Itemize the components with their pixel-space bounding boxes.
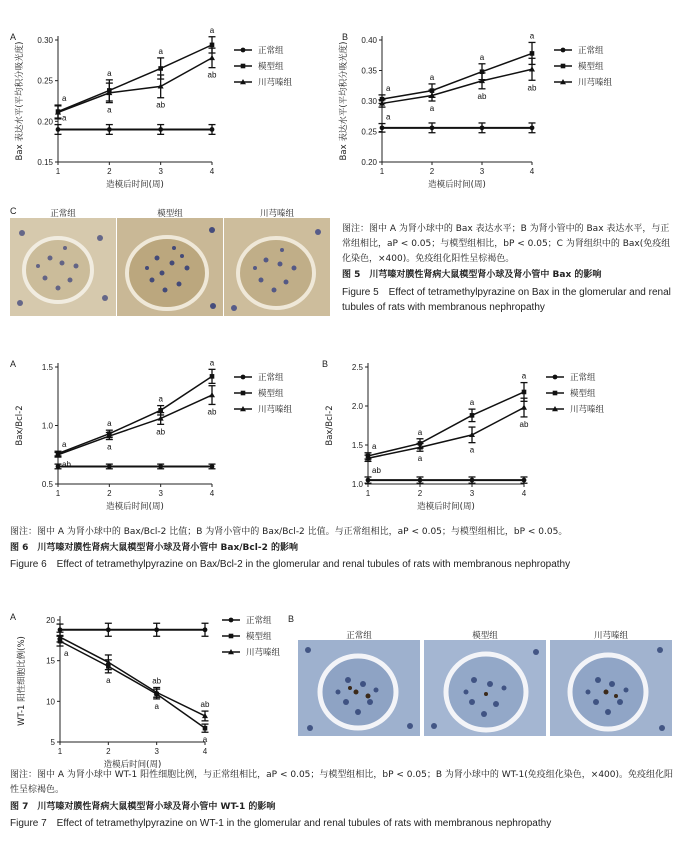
x-tick-label: 2 xyxy=(417,489,423,498)
x-tick-label: 1 xyxy=(57,747,63,756)
legend-label: 模型组 xyxy=(246,632,272,642)
x-tick-label: 4 xyxy=(209,489,215,498)
legend-marker xyxy=(229,618,234,623)
fig7A-y-axis-label: WT-1 阳性细胞比例(%) xyxy=(17,636,27,726)
data-point xyxy=(529,66,535,71)
data-point xyxy=(430,125,435,130)
fig6B-y-axis-label: Bax/Bcl-2 xyxy=(325,405,335,446)
series-line xyxy=(382,69,532,103)
y-tick-label: 1.0 xyxy=(41,421,53,431)
data-point xyxy=(106,627,111,632)
x-tick-label: 2 xyxy=(107,167,112,176)
micrograph-model-image xyxy=(117,218,223,316)
series-line xyxy=(58,395,212,455)
significance-label: a xyxy=(417,454,423,464)
data-point xyxy=(158,66,163,71)
significance-label: a xyxy=(107,419,112,429)
series-line xyxy=(368,392,524,456)
fig5A-legend xyxy=(234,45,293,88)
series-normal xyxy=(379,113,536,133)
series-tmp xyxy=(55,48,217,119)
micrograph-tmp xyxy=(224,218,330,316)
legend-label: 正常组 xyxy=(578,46,604,56)
data-point xyxy=(56,464,61,469)
significance-label: a xyxy=(529,31,535,41)
series-tmp xyxy=(57,632,210,721)
fig5-title-cn: 图 5 川芎嗪对膜性肾病大鼠模型肾小球及肾小管中 Bax 的影响 xyxy=(342,270,602,280)
fig5B-panel-letter: B xyxy=(342,32,349,42)
data-point xyxy=(521,405,527,410)
series-model xyxy=(55,358,216,456)
chart-fig6B xyxy=(312,355,672,520)
significance-label: a xyxy=(107,442,112,452)
micrograph-wt1-model-image xyxy=(424,640,546,736)
legend-label: 川芎嗪组 xyxy=(578,78,613,88)
micrograph-model xyxy=(117,218,223,316)
significance-label: a xyxy=(386,83,391,93)
series-line xyxy=(382,53,532,99)
y-tick-label: 0.40 xyxy=(361,36,377,45)
significance-label: a xyxy=(106,675,111,685)
legend-label: 川芎嗪组 xyxy=(246,648,281,658)
y-tick-label: 1.0 xyxy=(351,480,363,489)
y-tick-label: 0.30 xyxy=(361,97,377,106)
significance-label: a xyxy=(469,445,475,455)
data-point xyxy=(158,127,163,132)
series-tmp xyxy=(55,386,217,469)
x-tick-label: 4 xyxy=(209,167,215,176)
fig5A-panel-letter: A xyxy=(10,32,17,42)
panel-letter-fig5C: C xyxy=(10,206,17,216)
data-point xyxy=(366,478,371,483)
series-model xyxy=(365,372,528,459)
legend-label: 模型组 xyxy=(258,389,284,399)
legend-label: 正常组 xyxy=(258,373,284,383)
legend-label: 川芎嗪组 xyxy=(258,78,293,88)
legend-label: 川芎嗪组 xyxy=(570,405,605,415)
data-point xyxy=(107,464,112,469)
legend-marker xyxy=(241,48,246,53)
significance-label: a xyxy=(372,441,377,451)
micrograph-label-model: 模型组 xyxy=(157,209,183,219)
legend-marker xyxy=(561,64,566,69)
chart-fig5A xyxy=(0,25,330,198)
fig5A-svg xyxy=(0,25,330,198)
series-model xyxy=(57,636,209,744)
data-point xyxy=(522,390,527,395)
data-point xyxy=(470,478,475,483)
y-tick-label: 1.5 xyxy=(41,363,53,372)
y-tick-label: 2.5 xyxy=(351,363,363,372)
significance-label: a xyxy=(62,440,67,450)
data-point xyxy=(209,55,215,60)
y-tick-label: 0.30 xyxy=(37,36,53,45)
micrograph-wt1-model xyxy=(424,640,546,736)
series-model xyxy=(379,31,536,103)
fig6-caption: 图注：图中 A 为肾小球中的 Bax/Bcl-2 比值；B 为肾小管中的 Bax/Bcl-2 比值。与正常组相比，aP < 0.05；与模型组相比，bP < 0.05。 xyxy=(10,527,568,537)
significance-label: a xyxy=(429,72,435,82)
legend-label: 川芎嗪组 xyxy=(258,405,293,415)
fig5A-x-axis-label: 造模后时间(周) xyxy=(106,180,164,190)
y-tick-label: 5 xyxy=(50,738,55,747)
data-point xyxy=(203,726,208,731)
fig7-title-cn: 图 7 川芎嗪对膜性肾病大鼠模型肾小球及肾小管中 WT-1 的影响 xyxy=(10,802,276,812)
significance-label: a xyxy=(107,105,112,115)
legend-label: 模型组 xyxy=(570,389,596,399)
data-point xyxy=(522,478,527,483)
x-tick-label: 4 xyxy=(529,167,535,176)
micrograph-normal xyxy=(10,218,116,316)
legend-marker xyxy=(241,64,246,69)
significance-label: ab xyxy=(152,676,162,686)
micrograph-tmp-image xyxy=(224,218,330,316)
significance-label: a xyxy=(158,394,163,404)
x-tick-label: 1 xyxy=(55,489,61,498)
micrograph-label-tmp: 川芎嗪组 xyxy=(259,209,294,219)
significance-label: ab xyxy=(527,83,537,93)
fig6B-legend xyxy=(546,372,605,415)
significance-label: a xyxy=(62,94,67,104)
data-point xyxy=(56,127,61,132)
data-point xyxy=(530,125,535,130)
data-point xyxy=(154,627,159,632)
legend-label: 正常组 xyxy=(570,373,596,383)
fig7A-panel-letter: A xyxy=(10,612,17,622)
legend-marker xyxy=(229,634,234,639)
fig6-title-cn: 图 6 川芎嗪对膜性肾病大鼠模型肾小球及肾小管中 Bax/Bcl-2 的影响 xyxy=(10,543,298,553)
series-tmp xyxy=(365,398,529,463)
micrograph-wt1-tmp xyxy=(550,640,672,736)
fig5B-legend xyxy=(554,45,613,88)
y-tick-label: 15 xyxy=(46,656,55,666)
legend-marker xyxy=(561,48,566,53)
legend-label: 正常组 xyxy=(246,616,272,626)
x-tick-label: 1 xyxy=(379,167,385,176)
y-tick-label: 0.5 xyxy=(41,480,53,489)
fig6A-svg xyxy=(0,355,330,520)
fig5B-x-axis-label: 造模后时间(周) xyxy=(428,180,486,190)
fig7-caption: 图注：图中 A 为肾小球中 WT-1 阳性细胞比例，与正常组相比，aP < 0.05；与模型组相比，bP < 0.05；B 为肾小球中的 WT-1(免疫组化染色，×400)。免疫组化阳性呈棕褐色。 xyxy=(10,770,674,795)
significance-label: ab xyxy=(519,419,529,429)
micrograph-wt1-label-normal: 正常组 xyxy=(346,631,372,641)
significance-label: a xyxy=(202,735,208,745)
data-point xyxy=(203,627,208,632)
x-tick-label: 3 xyxy=(479,167,485,176)
significance-label: a xyxy=(209,25,215,35)
fig5B-y-axis-label: Bax 表达水平(平均积分吸光度) xyxy=(339,41,349,161)
fig6A-panel-letter: A xyxy=(10,359,17,369)
significance-label: a xyxy=(209,358,215,368)
legend-label: 模型组 xyxy=(578,62,604,72)
series-line xyxy=(58,45,212,112)
series-tmp xyxy=(379,58,537,113)
x-tick-label: 2 xyxy=(106,747,111,756)
significance-label: a xyxy=(154,701,159,711)
x-tick-label: 2 xyxy=(107,489,112,498)
fig6-title-en: Figure 6 Effect of tetramethylpyrazine on Bax/Bcl-2 in the glomerular and renal tubules of rats with membranous nephropathy xyxy=(10,559,571,570)
data-point xyxy=(210,464,215,469)
significance-label: ab xyxy=(207,70,217,80)
significance-label: ab xyxy=(477,91,487,101)
legend-marker xyxy=(553,375,558,380)
x-tick-label: 3 xyxy=(158,167,163,176)
y-tick-label: 20 xyxy=(46,616,55,625)
x-tick-label: 3 xyxy=(469,489,475,498)
x-tick-label: 3 xyxy=(154,747,159,756)
legend-marker xyxy=(241,375,246,380)
significance-label: a xyxy=(62,113,67,123)
x-tick-label: 2 xyxy=(429,167,435,176)
fig5-caption: 图注：图中 A 为肾小球中的 Bax 表达水平；B 为肾小管中的 Bax 表达水平，与正常组相比，aP < 0.05；与模型组相比，bP < 0.05；C 为肾组织中的 Bax(免疫组化染色，×400)。免疫组化阳性呈棕褐色。 xyxy=(342,224,671,264)
data-point xyxy=(107,127,112,132)
micrograph-wt1-tmp-image xyxy=(550,640,672,736)
x-tick-label: 1 xyxy=(365,489,371,498)
significance-label: a xyxy=(386,112,391,122)
fig5-micrograph-row xyxy=(10,209,330,316)
micrograph-wt1-label-model: 模型组 xyxy=(472,631,498,641)
fig5B-svg xyxy=(332,28,672,198)
fig6B-svg xyxy=(312,355,672,520)
series-normal xyxy=(57,623,209,636)
significance-label: a xyxy=(107,68,112,78)
data-point xyxy=(530,51,535,56)
y-tick-label: 0.20 xyxy=(361,158,377,167)
fig6B-x-axis-label: 造模后时间(周) xyxy=(417,502,475,512)
x-tick-label: 4 xyxy=(202,747,208,756)
fig6A-y-axis-label: Bax/Bcl-2 xyxy=(15,405,25,446)
series-normal xyxy=(55,464,216,469)
fig7A-svg xyxy=(0,608,290,770)
significance-label: ab xyxy=(156,100,166,110)
micrograph-normal-image xyxy=(10,218,116,316)
legend-label: 模型组 xyxy=(258,62,284,72)
data-point xyxy=(210,374,215,379)
legend-marker xyxy=(553,391,558,396)
fig7A-x-axis-label: 造模后时间(周) xyxy=(103,760,162,770)
data-point xyxy=(470,413,475,418)
y-tick-label: 10 xyxy=(46,697,55,707)
significance-label: a xyxy=(429,104,435,113)
series-normal xyxy=(55,114,216,135)
x-tick-label: 4 xyxy=(521,489,527,498)
significance-label: ab xyxy=(207,407,217,417)
fig7-title-en: Figure 7 Effect of tetramethylpyrazine on WT-1 in the glomerular and renal tubules of rats with membranous nephropathy xyxy=(10,818,552,829)
significance-label: a xyxy=(479,52,485,62)
series-line xyxy=(60,641,205,728)
y-tick-label: 0.20 xyxy=(37,117,53,127)
chart-fig6A xyxy=(0,355,330,520)
data-point xyxy=(480,125,485,130)
data-point xyxy=(418,478,423,483)
micrograph-wt1-normal-image xyxy=(298,640,420,736)
fig7A-legend xyxy=(222,615,281,658)
significance-label: ab xyxy=(62,460,71,470)
y-tick-label: 0.35 xyxy=(361,66,377,76)
series-normal xyxy=(365,466,528,483)
significance-label: a xyxy=(521,371,527,381)
data-point xyxy=(210,43,215,48)
significance-label: a xyxy=(469,398,475,408)
y-tick-label: 2.0 xyxy=(351,402,363,411)
micrograph-wt1-label-tmp: 川芎嗪组 xyxy=(593,631,628,641)
x-tick-label: 1 xyxy=(55,167,61,176)
y-tick-label: 0.25 xyxy=(361,127,377,137)
fig5-title-en: Figure 5 Effect of tetramethylpyrazine on Bax in the glomerular and renal tubules of rats with membranous nephropathy xyxy=(342,287,671,313)
y-tick-label: 0.25 xyxy=(37,76,53,86)
fig6B-panel-letter: B xyxy=(322,359,329,369)
fig6A-legend xyxy=(234,372,293,415)
y-tick-label: 1.5 xyxy=(351,441,363,450)
x-tick-label: 3 xyxy=(158,489,163,498)
series-line xyxy=(58,58,212,112)
legend-label: 正常组 xyxy=(258,46,284,56)
significance-label: ab xyxy=(200,700,210,710)
series-line xyxy=(58,376,212,453)
data-point xyxy=(210,127,215,132)
chart-fig5B xyxy=(332,28,672,198)
significance-label: a xyxy=(417,427,423,437)
fig5A-y-axis-label: Bax 表达水平(平均积分吸光度) xyxy=(15,41,25,161)
micrograph-label-normal: 正常组 xyxy=(50,209,76,219)
data-point xyxy=(158,408,163,413)
fig7-micrograph-row xyxy=(298,631,674,736)
significance-label: ab xyxy=(156,427,166,437)
data-point xyxy=(209,392,215,397)
series-line xyxy=(60,637,205,716)
significance-label: a xyxy=(64,649,69,659)
significance-label: a xyxy=(158,46,163,56)
micrograph-wt1-normal xyxy=(298,640,420,736)
legend-marker xyxy=(241,391,246,396)
significance-label: ab xyxy=(372,465,381,475)
data-point xyxy=(380,125,385,130)
chart-fig7A xyxy=(0,608,290,770)
fig6A-x-axis-label: 造模后时间(周) xyxy=(106,502,164,512)
data-point xyxy=(58,627,63,632)
panel-letter-fig7B: B xyxy=(288,614,295,624)
data-point xyxy=(158,464,163,469)
y-tick-label: 0.15 xyxy=(37,158,53,167)
